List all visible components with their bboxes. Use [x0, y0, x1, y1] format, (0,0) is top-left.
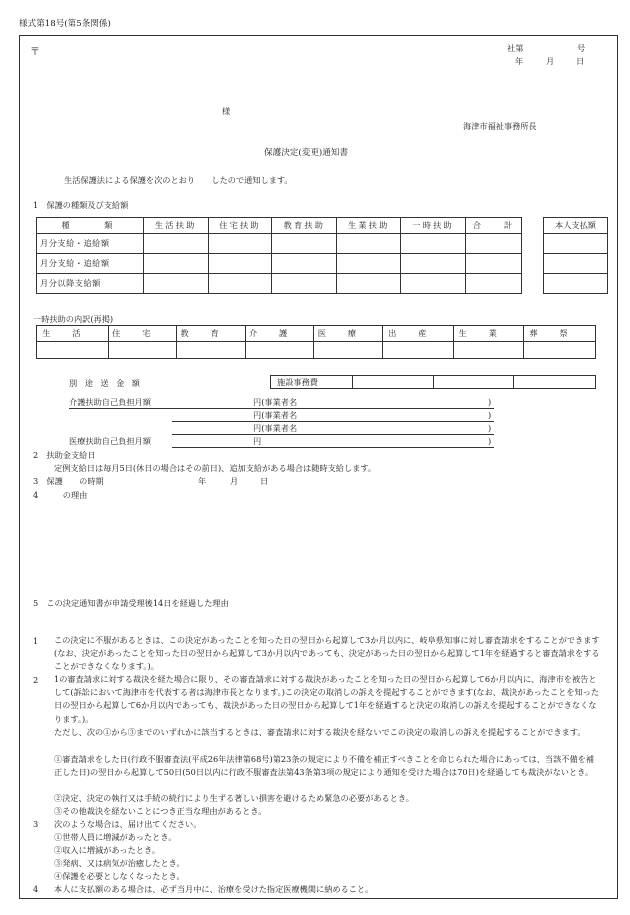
section2-text: 定例支給日は毎月5日(休日の場合はその前日)、追加支給がある場合は随時支給します。 [54, 463, 377, 473]
temp-aid-header-row [37, 326, 596, 342]
form-id: 様式第18号(第5条関係) [19, 19, 111, 29]
col-education-aid: 教育扶助 [272, 218, 337, 234]
col-funeral: 葬祭 [524, 326, 596, 342]
doc-month: 月 [546, 56, 555, 66]
facility-fee-table [270, 375, 596, 389]
table-row [37, 274, 522, 294]
care-copay-paren-2: ) [488, 410, 492, 420]
section5-text: 5 この決定通知書が申請受理後14日を経過した理由 [33, 598, 229, 608]
issuer: 海津市福祉事務所長 [463, 121, 537, 131]
row-label: 月分支給・追給額 [37, 234, 144, 254]
col-education: 教育 [176, 326, 245, 342]
col-living: 生活 [37, 326, 109, 342]
doc-number-suffix: 号 [577, 43, 586, 53]
section3-text: 3 保護 の時期 [33, 476, 104, 486]
care-copay-label: 介護扶助自己負担月額 [69, 397, 151, 407]
note-3: 次のような場合は、届け出てください。 [54, 819, 202, 829]
temp-aid-breakdown-table [36, 325, 596, 359]
note-1-number: 1 [33, 636, 39, 646]
col-type: 種 類 [37, 218, 144, 234]
table-row [37, 254, 522, 274]
note-2-item-2: ②決定、決定の執行又は手続の続行により生ずる著しい損害を避けるため緊急の必要があるとき。 [54, 793, 414, 803]
col-living-aid: 生活扶助 [143, 218, 208, 234]
facility-fee-label: 施設事務費 [271, 376, 353, 389]
note-3-item: ①世帯人員に増減があったとき。 [54, 832, 177, 842]
self-pay-table [543, 217, 608, 294]
section1-heading: 1 保護の種類及び支給額 [33, 200, 129, 210]
section2-heading: 2 扶助金支給日 [33, 450, 96, 460]
intro-text: 生活保護法による保護を次のとおり したので通知します。 [64, 175, 293, 185]
medical-copay-yen: 円 [253, 436, 262, 446]
note-3-number: 3 [33, 819, 39, 829]
section3-day: 日 [260, 476, 269, 486]
col-occupation-aid: 生業扶助 [337, 218, 401, 234]
col-occupation: 生業 [454, 326, 524, 342]
table-row [37, 342, 596, 359]
page-title: 保護決定(変更)通知書 [264, 148, 349, 158]
note-2-item-1: ①審査請求をした日(行政不服審査法(平成26年法律第68号)第23条の規定により不備を補正すべきことを命じられた場合にあっては、当該不備を補正した日)の翌日から起算して50日(50日以内に行政不服審査法第43条第3項の規定により通知を受けた場合は70日)を経過しても裁決がないとき。 [54, 754, 595, 778]
doc-year: 年 [515, 56, 524, 66]
col-temporary-aid: 一時扶助 [401, 218, 466, 234]
aid-table-header-row [37, 218, 522, 234]
postal-mark: 〒 [30, 47, 40, 58]
col-total: 合 計 [466, 218, 522, 234]
section3-year: 年 [198, 476, 207, 486]
care-copay-provider-2: 円(事業者名 [253, 410, 298, 420]
care-copay-provider-3: 円(事業者名 [253, 423, 298, 433]
care-copay-paren-3: ) [488, 423, 492, 433]
medical-copay-paren: ) [488, 436, 492, 446]
doc-day: 日 [576, 56, 585, 66]
separate-transfer-label: 別途送金額 [69, 378, 148, 388]
col-housing: 住宅 [108, 326, 176, 342]
note-1: この決定に不服があるときは、この決定があったことを知った日の翌日から起算して3か月以内に、岐阜県知事に対し審査請求をすることができます(なお、決定があったことを知った日の翌日から起算して3か月以内であっても、決定があった日の翌日から起算して1年を経過すると審査請求をすることができなくなります。)。 [54, 635, 600, 672]
note-3-item: ④保護を必要としなくなったとき。 [54, 871, 185, 881]
note-3-item: ②収入に増減があったとき。 [54, 845, 161, 855]
temp-aid-heading: 一時扶助の内訳(再掲) [33, 314, 114, 324]
doc-company-prefix: 社第 [507, 43, 524, 53]
section4-text: 4 の理由 [33, 490, 88, 500]
note-2: 1の審査請求に対する裁決を経た場合に限り、その審査請求に対する裁決があったことを知った日の翌日から起算して6か月以内に、海津市を被告として(訴訟において海津市を代表する者は海津市長となります。)この決定の取消しの訴えを提起することができます(なお、裁決があったことを知った日の翌日から起算して6か月以内であっても、裁決があった日の翌日から起算して1年を経過すると決定の取消しの訴えを提起することができなくなります。)。 [54, 674, 600, 724]
note-3-item: ③発病、又は病気が治癒したとき。 [54, 858, 185, 868]
note-4-number: 4 [33, 884, 39, 894]
col-care: 介護 [245, 326, 313, 342]
col-medical: 医療 [313, 326, 383, 342]
medical-copay-label: 医療扶助自己負担月額 [69, 436, 151, 446]
col-self-pay: 本人支払額 [544, 218, 608, 234]
note-2-proviso: ただし、次の①から③までのいずれかに該当するときは、審査請求に対する裁決を経ないでこの決定の取消しの訴えを提起することができます。 [54, 727, 586, 737]
row-label: 月分支給・追給額 [37, 254, 144, 274]
addressee-suffix: 様 [222, 106, 231, 116]
note-4: 本人に支払額のある場合は、必ず当月中に、治療を受けた指定医療機関に納めること。 [54, 884, 374, 894]
section3-month: 月 [230, 476, 239, 486]
care-copay-paren-1: ) [488, 397, 492, 407]
care-copay-provider-1: 円(事業者名 [253, 397, 298, 407]
note-2-item-3: ③その他裁決を経ないことにつき正当な理由があるとき。 [54, 806, 267, 816]
table-row [37, 234, 522, 254]
aid-amount-table [36, 217, 522, 294]
col-childbirth: 出産 [383, 326, 454, 342]
col-housing-aid: 住宅扶助 [208, 218, 272, 234]
note-2-number: 2 [33, 675, 39, 685]
row-label: 月分以降支給額 [37, 274, 144, 294]
